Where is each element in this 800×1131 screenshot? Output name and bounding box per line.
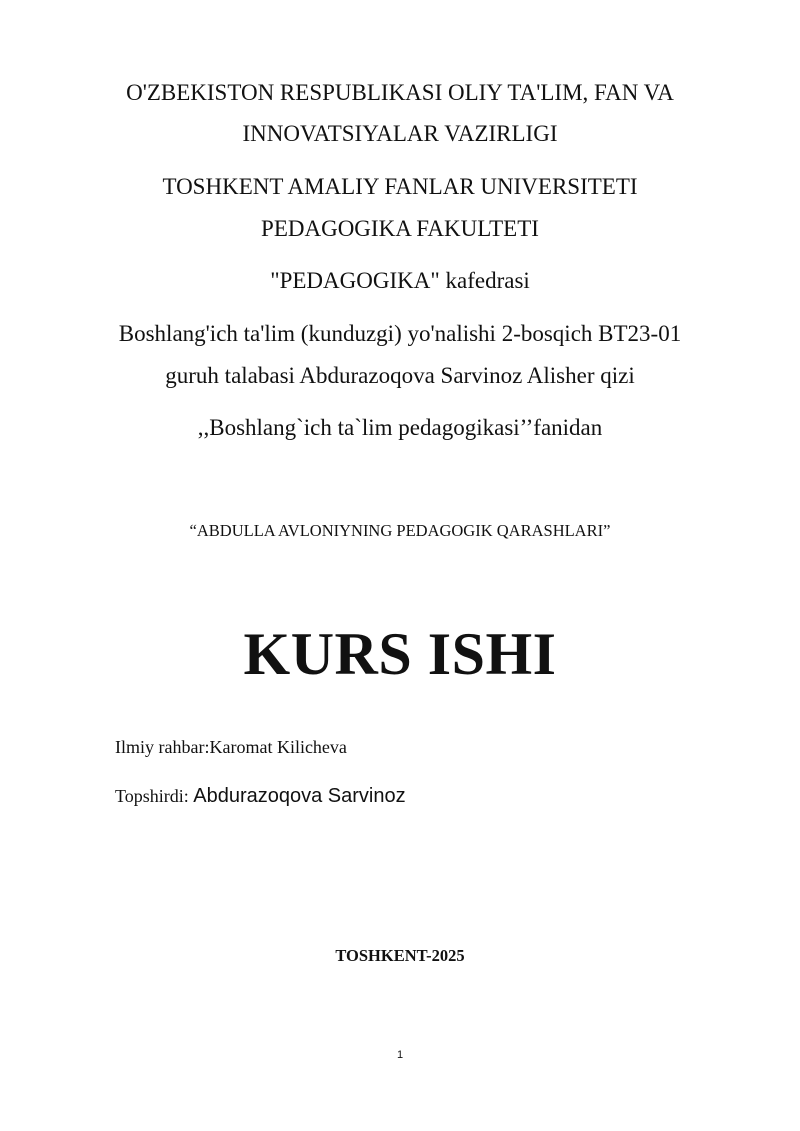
submitted-name: Abdurazoqova Sarvinoz [193, 785, 406, 807]
university-line-1: TOSHKENT AMALIY FANLAR UNIVERSITETI [162, 174, 638, 199]
ministry-line-1: O'ZBEKISTON RESPUBLIKASI OLIY TA'LIM, FAN VA [126, 80, 674, 105]
supervisor-line: Ilmiy rahbar:Karomat Kilicheva [115, 737, 347, 757]
ministry-line-2: INNOVATSIYALAR VAZIRLIGI [242, 121, 558, 146]
student-line-1: Boshlang'ich ta'lim (kunduzgi) yo'nalishi 2-bosqich BT23-01 [118, 321, 682, 346]
department-line: "PEDAGOGIKA" kafedrasi [270, 268, 530, 293]
submitted-label: Topshirdi: [115, 786, 194, 806]
topic-title: “ABDULLA AVLONIYNING PEDAGOGIK QARASHLARI” [189, 521, 611, 540]
document-type-title: KURS ISHI [243, 621, 557, 687]
student-line-2: guruh talabasi Abdurazoqova Sarvinoz Alisher qizi [165, 363, 635, 388]
faculty-line: PEDAGOGIKA FAKULTETI [261, 216, 539, 241]
subject-line: ,,Boshlang`ich ta`lim pedagogikasi’’fanidan [197, 415, 603, 440]
city-year: TOSHKENT-2025 [335, 946, 465, 965]
submitted-line [115, 786, 406, 806]
page-number: 1 [396, 1049, 404, 1061]
